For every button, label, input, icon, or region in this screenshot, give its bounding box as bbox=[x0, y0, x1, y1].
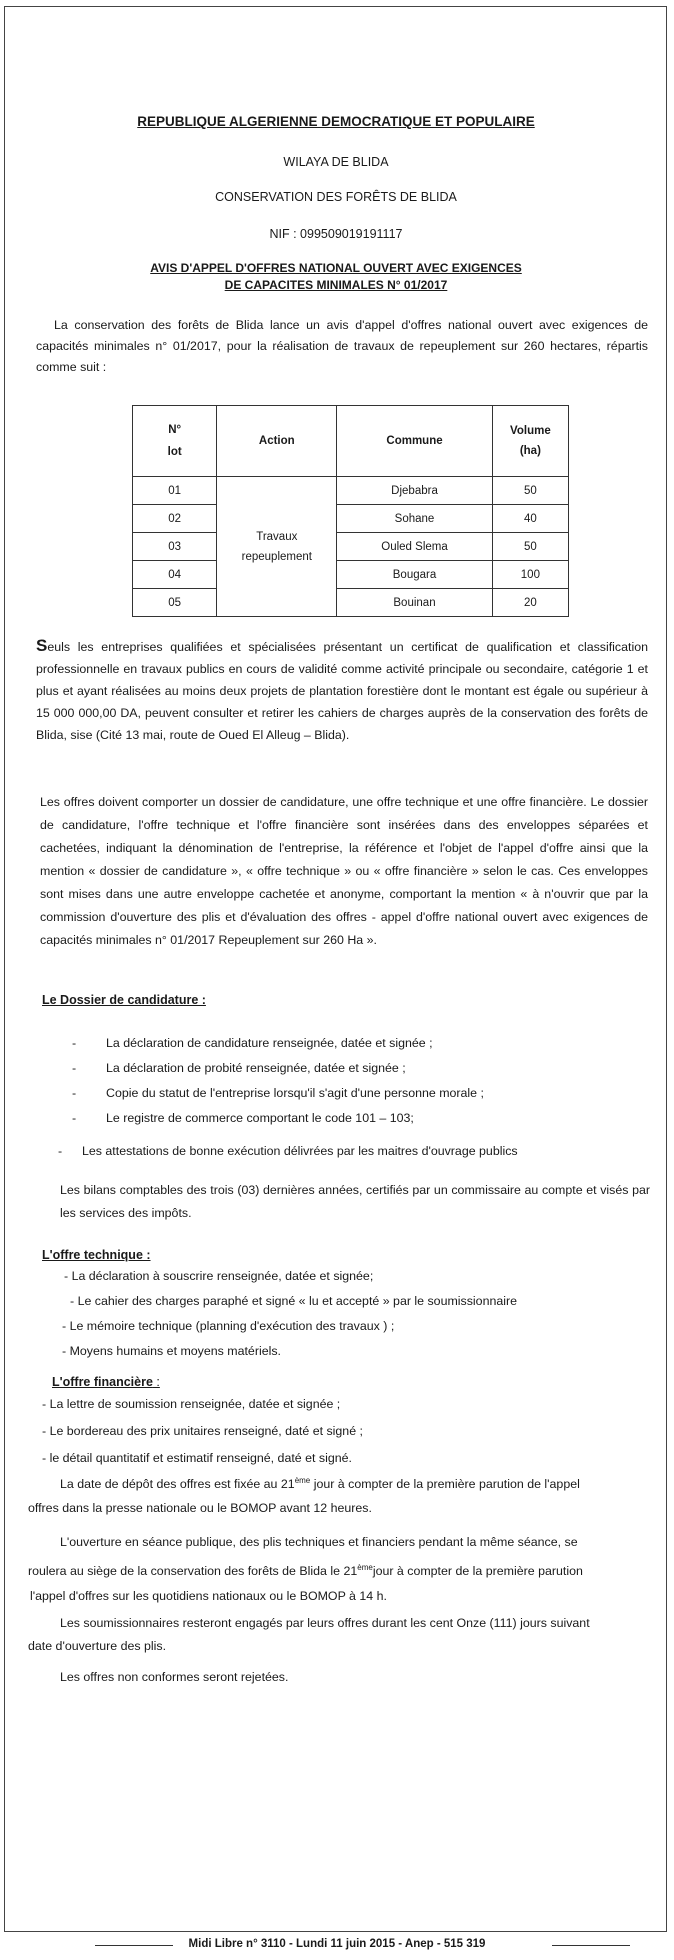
cell-commune: Bouinan bbox=[337, 589, 492, 617]
validity-line2: date d'ouverture des plis. bbox=[28, 1639, 167, 1653]
cell-volume: 20 bbox=[492, 589, 568, 617]
republic-heading: REPUBLIQUE ALGERIENNE DEMOCRATIQUE ET POPULAIRE bbox=[137, 114, 535, 129]
list-item: - La déclaration à souscrire renseignée, datée et signée; bbox=[64, 1269, 374, 1283]
opening-text-after: jour à compter de la première parution bbox=[372, 1564, 583, 1579]
header-lot-line1: N° bbox=[168, 424, 182, 436]
submission-date-text-after: jour à compter de la première parution de l'appel bbox=[310, 1477, 580, 1492]
cell-commune: Ouled Slema bbox=[337, 533, 492, 561]
page-frame bbox=[4, 6, 667, 1932]
cell-volume: 50 bbox=[492, 533, 568, 561]
technical-list bbox=[52, 1264, 642, 1364]
opening-sup: ème bbox=[357, 1563, 373, 1572]
list-item: - Copie du statut de l'entreprise lorsqu'il s'agit d'une personne morale ; bbox=[72, 1081, 632, 1106]
cell-volume: 100 bbox=[492, 561, 568, 589]
cell-volume: 40 bbox=[492, 505, 568, 533]
cell-action bbox=[217, 477, 337, 617]
technical-section-title: L'offre technique : bbox=[42, 1248, 151, 1262]
header-volume-line1: Volume bbox=[510, 425, 551, 437]
financial-list bbox=[42, 1391, 642, 1472]
table-row bbox=[133, 505, 569, 533]
eligibility-paragraph bbox=[36, 635, 648, 746]
table-row bbox=[133, 477, 569, 505]
dossier-list bbox=[72, 1031, 632, 1131]
header-volume-line2: (ha) bbox=[519, 445, 541, 457]
header-commune: Commune bbox=[337, 406, 492, 477]
header-volume bbox=[492, 406, 568, 477]
opening-line1: L'ouverture en séance publique, des plis techniques et financiers pendant la même séance, se bbox=[60, 1535, 578, 1549]
list-item-text: Copie du statut de l'entreprise lorsqu'il s'agit d'une personne morale ; bbox=[106, 1086, 484, 1100]
opening-text: roulera au siège de la conservation des forêts de Blida le 21 bbox=[28, 1564, 358, 1579]
footer-rule-right bbox=[552, 1945, 630, 1946]
submission-date-text: La date de dépôt des offres est fixée au 21 bbox=[60, 1477, 295, 1492]
submission-date-paragraph bbox=[28, 1469, 650, 1520]
conservation-heading: CONSERVATION DES FORÊTS DE BLIDA bbox=[215, 190, 457, 204]
list-item: - La déclaration de candidature renseignée, datée et signée ; bbox=[72, 1031, 632, 1056]
offers-paragraph: Les offres doivent comporter un dossier de candidature, une offre technique et une offre financière. Le dossier de candidature, l'offre technique et l'offre financière sont insérées dans des enveloppes séparées et cachetées, indiquant la dénomination de l'entreprise, la référence et l'objet de l'appel d'offre ainsi que la mention « dossier de candidature », « offre technique » ou « offre financière » selon le cas. Ces enveloppes sont mises dans une autre enveloppe cachetée et anonyme, comportant la mention « à n'ouvrir que par la commission d'ouverture des plis et d'évaluation des offres - appel d'offre national ouvert avec exigences de capacités minimales n° 01/2017 Repeuplement sur 260 Ha ». bbox=[40, 795, 648, 947]
action-line2: repeuplement bbox=[241, 550, 312, 563]
opening-paragraph bbox=[28, 1530, 650, 1609]
cell-volume: 50 bbox=[492, 477, 568, 505]
attestations-text: Les attestations de bonne exécution délivrées par les maitres d'ouvrage publics bbox=[82, 1144, 518, 1158]
list-item: - Le cahier des charges paraphé et signé « lu et accepté » par le soumissionnaire bbox=[70, 1294, 518, 1308]
list-item: - Moyens humains et moyens matériels. bbox=[62, 1344, 281, 1358]
opening-line3: l'appel d'offres sur les quotidiens nationaux ou le BOMOP à 14 h. bbox=[30, 1589, 387, 1604]
avis-title bbox=[20, 260, 652, 294]
avis-title-line1: AVIS D'APPEL D'OFFRES NATIONAL OUVERT AVEC EXIGENCES bbox=[150, 261, 522, 275]
cell-lot: 01 bbox=[133, 477, 217, 505]
header-lot-line2: lot bbox=[167, 446, 182, 458]
rejection-line: Les offres non conformes seront rejetées. bbox=[60, 1670, 289, 1684]
list-item: - Le registre de commerce comportant le code 101 – 103; bbox=[72, 1106, 632, 1131]
list-item-text: La déclaration de probité renseignée, datée et signée ; bbox=[106, 1061, 406, 1075]
header-lot bbox=[133, 406, 217, 477]
list-item: - le détail quantitatif et estimatif renseigné, daté et signé. bbox=[42, 1451, 352, 1465]
list-item-text: Le registre de commerce comportant le code 101 – 103; bbox=[106, 1111, 414, 1125]
nif-line: NIF : 099509019191117 bbox=[269, 227, 403, 241]
table-row bbox=[133, 589, 569, 617]
table-row bbox=[133, 533, 569, 561]
avis-title-line2: DE CAPACITES MINIMALES N° 01/2017 bbox=[224, 278, 448, 292]
financial-title-text: L'offre financière bbox=[52, 1375, 153, 1389]
cell-commune: Bougara bbox=[337, 561, 492, 589]
wilaya-heading: WILAYA DE BLIDA bbox=[283, 155, 389, 169]
attestations-line: - Les attestations de bonne exécution délivrées par les maitres d'ouvrage publics bbox=[58, 1144, 518, 1158]
validity-paragraph bbox=[28, 1612, 650, 1658]
lots-table bbox=[132, 405, 569, 617]
list-item: - Le bordereau des prix unitaires renseigné, daté et signé ; bbox=[42, 1424, 363, 1438]
cell-lot: 03 bbox=[133, 533, 217, 561]
action-line1: Travaux bbox=[256, 530, 298, 543]
list-item: - La lettre de soumission renseignée, datée et signée ; bbox=[42, 1397, 341, 1411]
dropcap: S bbox=[36, 636, 48, 655]
cell-lot: 02 bbox=[133, 505, 217, 533]
submission-date-sup: ème bbox=[294, 1476, 311, 1485]
submission-date-line2: offres dans la presse nationale ou le BOMOP avant 12 heures. bbox=[28, 1501, 372, 1516]
financial-title-suffix: : bbox=[152, 1375, 160, 1389]
eligibility-text: euls les entreprises qualifiées et spécialisées présentant un certificat de qualification et classification professionnelle en travaux publics en cours de validité comme activité principale ou secondaire, catégorie 1 et plus et ayant réalisées au moins deux projets de plantation forestière dont le montant est égale ou supérieur à 15 000 000,00 DA, peuvent consulter et retirer les cahiers de charges auprès de la conservation des forêts de Blida, sise (Cité 13 mai, route de Oued El Alleug – Blida). bbox=[36, 640, 648, 742]
list-item: - La déclaration de probité renseignée, datée et signée ; bbox=[72, 1056, 632, 1081]
cell-commune: Sohane bbox=[337, 505, 492, 533]
intro-paragraph: La conservation des forêts de Blida lance un avis d'appel d'offres national ouvert avec exigences de capacités minimales n° 01/2017, pour la réalisation de travaux de repeuplement sur 260 hectares, répartis comme suit : bbox=[36, 318, 648, 374]
header-action: Action bbox=[217, 406, 337, 477]
cell-lot: 04 bbox=[133, 561, 217, 589]
financial-section-title bbox=[52, 1375, 160, 1389]
validity-line1: Les soumissionnaires resteront engagés par leurs offres durant les cent Onze (111) jours suivant bbox=[60, 1616, 590, 1630]
dossier-section-title: Le Dossier de candidature : bbox=[42, 993, 206, 1007]
bilans-paragraph: Les bilans comptables des trois (03) dernières années, certifiés par un commissaire au compte et visés par les services des impôts. bbox=[60, 1183, 650, 1220]
cell-lot: 05 bbox=[133, 589, 217, 617]
list-item-text: La déclaration de candidature renseignée, datée et signée ; bbox=[106, 1036, 433, 1050]
footer-credit: Midi Libre n° 3110 - Lundi 11 juin 2015 - Anep - 515 319 bbox=[188, 1938, 486, 1950]
table-row bbox=[133, 561, 569, 589]
list-item: - Le mémoire technique (planning d'exécution des travaux ) ; bbox=[62, 1319, 395, 1333]
cell-commune: Djebabra bbox=[337, 477, 492, 505]
